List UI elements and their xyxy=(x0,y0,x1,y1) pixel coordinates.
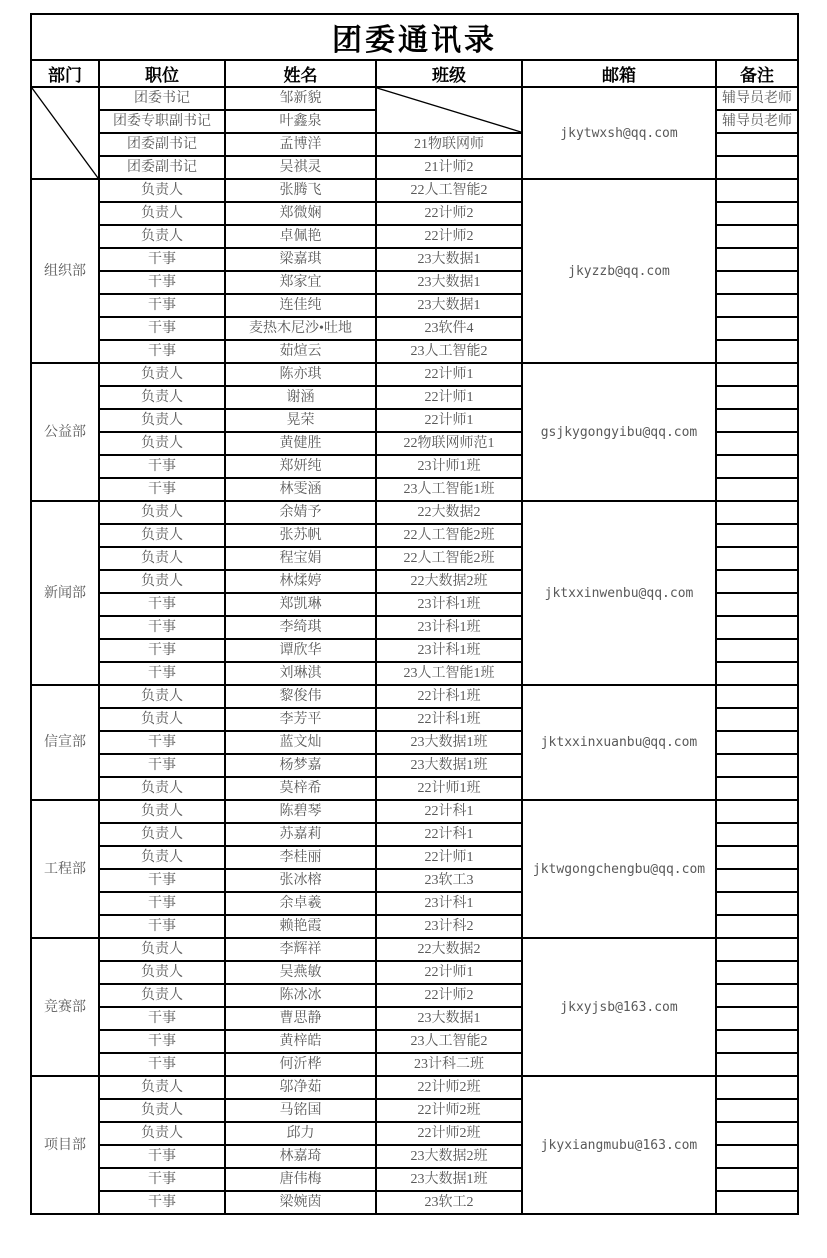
cell-class: 22计科1班 xyxy=(376,708,522,731)
cell-position: 负责人 xyxy=(99,984,225,1007)
cell-class: 23人工智能1班 xyxy=(376,478,522,501)
cell-remark xyxy=(716,294,798,317)
cell-remark xyxy=(716,432,798,455)
cell-department: 项目部 xyxy=(31,1076,99,1214)
cell-name: 郑家宜 xyxy=(225,271,376,294)
cell-email: jktxxinxuanbu@qq.com xyxy=(522,685,716,800)
cell-name: 吴燕敏 xyxy=(225,961,376,984)
cell-position: 干事 xyxy=(99,1191,225,1214)
cell-name: 何沂桦 xyxy=(225,1053,376,1076)
cell-position: 负责人 xyxy=(99,179,225,202)
cell-name: 孟博洋 xyxy=(225,133,376,156)
cell-position: 干事 xyxy=(99,271,225,294)
table-row xyxy=(31,87,798,110)
cell-remark xyxy=(716,938,798,961)
cell-remark xyxy=(716,777,798,800)
cell-class: 23大数据1班 xyxy=(376,754,522,777)
cell-class: 23大数据1 xyxy=(376,294,522,317)
cell-remark xyxy=(716,616,798,639)
directory-table-body xyxy=(31,87,798,1214)
cell-remark xyxy=(716,915,798,938)
cell-class: 22计师2班 xyxy=(376,1099,522,1122)
cell-class: 22大数据2 xyxy=(376,501,522,524)
cell-remark: 辅导员老师 xyxy=(716,110,798,133)
cell-remark xyxy=(716,1191,798,1214)
cell-class: 23大数据1 xyxy=(376,248,522,271)
cell-name: 吴祺灵 xyxy=(225,156,376,179)
table-row xyxy=(31,800,798,823)
cell-department: 工程部 xyxy=(31,800,99,938)
cell-remark xyxy=(716,386,798,409)
cell-name: 曹思静 xyxy=(225,1007,376,1030)
cell-name: 茹煊云 xyxy=(225,340,376,363)
cell-class: 22计师1班 xyxy=(376,777,522,800)
col-header-remark: 备注 xyxy=(716,60,798,87)
cell-name: 陈亦琪 xyxy=(225,363,376,386)
cell-remark xyxy=(716,1168,798,1191)
cell-name: 梁婉茵 xyxy=(225,1191,376,1214)
cell-name: 唐伟梅 xyxy=(225,1168,376,1191)
cell-name: 马铭国 xyxy=(225,1099,376,1122)
cell-remark xyxy=(716,869,798,892)
cell-class: 22人工智能2班 xyxy=(376,524,522,547)
cell-class: 23软件4 xyxy=(376,317,522,340)
cell-class: 22计师2班 xyxy=(376,1076,522,1099)
cell-name: 张冰榕 xyxy=(225,869,376,892)
cell-position: 团委副书记 xyxy=(99,133,225,156)
cell-class: 23大数据2班 xyxy=(376,1145,522,1168)
cell-name: 谭欣华 xyxy=(225,639,376,662)
col-header-position: 职位 xyxy=(99,60,225,87)
cell-remark xyxy=(716,179,798,202)
cell-name: 晃荣 xyxy=(225,409,376,432)
cell-position: 干事 xyxy=(99,892,225,915)
page-title: 团委通讯录 xyxy=(31,14,798,60)
cell-class: 23软工3 xyxy=(376,869,522,892)
cell-position: 干事 xyxy=(99,1145,225,1168)
cell-position: 负责人 xyxy=(99,846,225,869)
cell-class: 22人工智能2班 xyxy=(376,547,522,570)
cell-name: 赖艳霞 xyxy=(225,915,376,938)
cell-name: 梁嘉琪 xyxy=(225,248,376,271)
cell-name: 杨梦嘉 xyxy=(225,754,376,777)
cell-name: 郑凯琳 xyxy=(225,593,376,616)
cell-name: 李芳平 xyxy=(225,708,376,731)
cell-class: 22计师1 xyxy=(376,961,522,984)
cell-department: 信宣部 xyxy=(31,685,99,800)
cell-remark xyxy=(716,1099,798,1122)
cell-name: 李桂丽 xyxy=(225,846,376,869)
cell-position: 干事 xyxy=(99,662,225,685)
cell-remark xyxy=(716,478,798,501)
cell-remark xyxy=(716,133,798,156)
cell-position: 干事 xyxy=(99,754,225,777)
cell-name: 黄健胜 xyxy=(225,432,376,455)
cell-remark xyxy=(716,708,798,731)
cell-remark xyxy=(716,1007,798,1030)
cell-remark xyxy=(716,800,798,823)
cell-position: 负责人 xyxy=(99,1076,225,1099)
cell-class: 22人工智能2 xyxy=(376,179,522,202)
cell-position: 负责人 xyxy=(99,685,225,708)
cell-name: 卓佩艳 xyxy=(225,225,376,248)
col-header-department: 部门 xyxy=(31,60,99,87)
cell-class: 23软工2 xyxy=(376,1191,522,1214)
cell-position: 干事 xyxy=(99,1168,225,1191)
cell-class: 23计科1班 xyxy=(376,593,522,616)
cell-remark xyxy=(716,1145,798,1168)
cell-class: 23大数据1班 xyxy=(376,731,522,754)
cell-class: 22计师2 xyxy=(376,225,522,248)
cell-class xyxy=(376,87,522,133)
cell-position: 负责人 xyxy=(99,800,225,823)
cell-email: jkyzzb@qq.com xyxy=(522,179,716,363)
cell-class: 22计师2班 xyxy=(376,1122,522,1145)
cell-remark xyxy=(716,570,798,593)
cell-position: 负责人 xyxy=(99,1099,225,1122)
cell-name: 麦热木尼沙•吐地 xyxy=(225,317,376,340)
cell-remark: 辅导员老师 xyxy=(716,87,798,110)
cell-name: 邬净茹 xyxy=(225,1076,376,1099)
cell-position: 负责人 xyxy=(99,823,225,846)
cell-name: 郑妍纯 xyxy=(225,455,376,478)
cell-position: 团委书记 xyxy=(99,87,225,110)
cell-position: 干事 xyxy=(99,593,225,616)
cell-name: 陈冰冰 xyxy=(225,984,376,1007)
cell-name: 程宝娟 xyxy=(225,547,376,570)
cell-position: 干事 xyxy=(99,317,225,340)
cell-remark xyxy=(716,754,798,777)
cell-department: 竞赛部 xyxy=(31,938,99,1076)
cell-remark xyxy=(716,156,798,179)
cell-email: jktwgongchengbu@qq.com xyxy=(522,800,716,938)
cell-remark xyxy=(716,202,798,225)
cell-name: 林煣婷 xyxy=(225,570,376,593)
cell-class: 23计科1班 xyxy=(376,639,522,662)
table-row xyxy=(31,363,798,386)
cell-position: 负责人 xyxy=(99,961,225,984)
cell-class: 22计师2 xyxy=(376,202,522,225)
col-header-name: 姓名 xyxy=(225,60,376,87)
cell-class: 22计师1 xyxy=(376,363,522,386)
cell-remark xyxy=(716,1122,798,1145)
table-row xyxy=(31,685,798,708)
cell-class: 22物联网师范1 xyxy=(376,432,522,455)
cell-remark xyxy=(716,340,798,363)
cell-position: 干事 xyxy=(99,478,225,501)
cell-remark xyxy=(716,662,798,685)
cell-name: 苏嘉莉 xyxy=(225,823,376,846)
cell-class: 23人工智能1班 xyxy=(376,662,522,685)
cell-class: 23大数据1班 xyxy=(376,1168,522,1191)
table-row xyxy=(31,179,798,202)
cell-position: 负责人 xyxy=(99,708,225,731)
cell-position: 负责人 xyxy=(99,225,225,248)
cell-class: 22大数据2班 xyxy=(376,570,522,593)
cell-remark xyxy=(716,1053,798,1076)
cell-name: 张腾飞 xyxy=(225,179,376,202)
cell-position: 负责人 xyxy=(99,432,225,455)
cell-name: 余卓羲 xyxy=(225,892,376,915)
cell-class: 23大数据1 xyxy=(376,271,522,294)
cell-position: 负责人 xyxy=(99,570,225,593)
col-header-class: 班级 xyxy=(376,60,522,87)
cell-position: 负责人 xyxy=(99,938,225,961)
cell-remark xyxy=(716,961,798,984)
cell-department: 新闻部 xyxy=(31,501,99,685)
cell-remark xyxy=(716,248,798,271)
cell-remark xyxy=(716,685,798,708)
diagonal-line xyxy=(32,88,98,178)
cell-position: 负责人 xyxy=(99,501,225,524)
cell-remark xyxy=(716,984,798,1007)
cell-remark xyxy=(716,317,798,340)
cell-name: 蓝文灿 xyxy=(225,731,376,754)
cell-class: 23计师1班 xyxy=(376,455,522,478)
header-row xyxy=(31,60,798,87)
cell-name: 林雯涵 xyxy=(225,478,376,501)
cell-name: 林嘉琦 xyxy=(225,1145,376,1168)
cell-name: 叶鑫泉 xyxy=(225,110,376,133)
cell-email: jkyxiangmubu@163.com xyxy=(522,1076,716,1214)
cell-position: 负责人 xyxy=(99,409,225,432)
cell-department: 组织部 xyxy=(31,179,99,363)
cell-name: 邱力 xyxy=(225,1122,376,1145)
cell-remark xyxy=(716,225,798,248)
cell-position: 干事 xyxy=(99,869,225,892)
cell-remark xyxy=(716,823,798,846)
cell-remark xyxy=(716,409,798,432)
cell-remark xyxy=(716,547,798,570)
cell-position: 负责人 xyxy=(99,1122,225,1145)
cell-name: 黎俊伟 xyxy=(225,685,376,708)
cell-class: 23计科1班 xyxy=(376,616,522,639)
title-row xyxy=(31,14,798,60)
table-row xyxy=(31,501,798,524)
cell-department: 公益部 xyxy=(31,363,99,501)
cell-position: 负责人 xyxy=(99,202,225,225)
cell-position: 负责人 xyxy=(99,386,225,409)
cell-remark xyxy=(716,524,798,547)
cell-remark xyxy=(716,1030,798,1053)
cell-position: 负责人 xyxy=(99,363,225,386)
cell-name: 黄梓皓 xyxy=(225,1030,376,1053)
cell-class: 23人工智能2 xyxy=(376,1030,522,1053)
cell-name: 邹新貌 xyxy=(225,87,376,110)
cell-position: 干事 xyxy=(99,294,225,317)
cell-position: 负责人 xyxy=(99,777,225,800)
cell-name: 莫梓希 xyxy=(225,777,376,800)
cell-remark xyxy=(716,892,798,915)
cell-name: 连佳纯 xyxy=(225,294,376,317)
cell-class: 23计科1 xyxy=(376,892,522,915)
cell-remark xyxy=(716,731,798,754)
cell-class: 21物联网师 xyxy=(376,133,522,156)
cell-position: 干事 xyxy=(99,248,225,271)
cell-position: 干事 xyxy=(99,731,225,754)
cell-name: 张苏帆 xyxy=(225,524,376,547)
cell-class: 22计师1 xyxy=(376,846,522,869)
cell-position: 负责人 xyxy=(99,524,225,547)
cell-class: 22计师1 xyxy=(376,409,522,432)
cell-class: 22大数据2 xyxy=(376,938,522,961)
cell-class: 22计师2 xyxy=(376,984,522,1007)
cell-remark xyxy=(716,271,798,294)
cell-name: 谢涵 xyxy=(225,386,376,409)
cell-position: 负责人 xyxy=(99,547,225,570)
cell-email: gsjkygongyibu@qq.com xyxy=(522,363,716,501)
cell-position: 干事 xyxy=(99,340,225,363)
col-header-email: 邮箱 xyxy=(522,60,716,87)
cell-name: 刘琳淇 xyxy=(225,662,376,685)
cell-remark xyxy=(716,455,798,478)
cell-position: 干事 xyxy=(99,1007,225,1030)
cell-department xyxy=(31,87,99,179)
cell-position: 干事 xyxy=(99,1053,225,1076)
cell-class: 21计师2 xyxy=(376,156,522,179)
cell-class: 23人工智能2 xyxy=(376,340,522,363)
cell-position: 干事 xyxy=(99,616,225,639)
table-row xyxy=(31,938,798,961)
cell-remark xyxy=(716,846,798,869)
cell-remark xyxy=(716,593,798,616)
cell-class: 22计师1 xyxy=(376,386,522,409)
cell-email: jkytwxsh@qq.com xyxy=(522,87,716,179)
cell-name: 李绮琪 xyxy=(225,616,376,639)
cell-position: 干事 xyxy=(99,455,225,478)
table-row xyxy=(31,1076,798,1099)
diagonal-line xyxy=(377,88,521,132)
cell-email: jkxyjsb@163.com xyxy=(522,938,716,1076)
directory-table xyxy=(30,13,799,1215)
cell-email: jktxxinwenbu@qq.com xyxy=(522,501,716,685)
cell-class: 23计科2 xyxy=(376,915,522,938)
cell-position: 干事 xyxy=(99,1030,225,1053)
cell-position: 团委副书记 xyxy=(99,156,225,179)
cell-class: 22计科1班 xyxy=(376,685,522,708)
cell-remark xyxy=(716,501,798,524)
cell-position: 干事 xyxy=(99,915,225,938)
cell-class: 23大数据1 xyxy=(376,1007,522,1030)
cell-name: 李辉祥 xyxy=(225,938,376,961)
cell-name: 陈碧琴 xyxy=(225,800,376,823)
cell-position: 干事 xyxy=(99,639,225,662)
cell-remark xyxy=(716,363,798,386)
cell-remark xyxy=(716,639,798,662)
cell-name: 郑微娴 xyxy=(225,202,376,225)
cell-position: 团委专职副书记 xyxy=(99,110,225,133)
cell-name: 余婧予 xyxy=(225,501,376,524)
cell-class: 22计科1 xyxy=(376,800,522,823)
cell-remark xyxy=(716,1076,798,1099)
cell-class: 23计科二班 xyxy=(376,1053,522,1076)
cell-class: 22计科1 xyxy=(376,823,522,846)
